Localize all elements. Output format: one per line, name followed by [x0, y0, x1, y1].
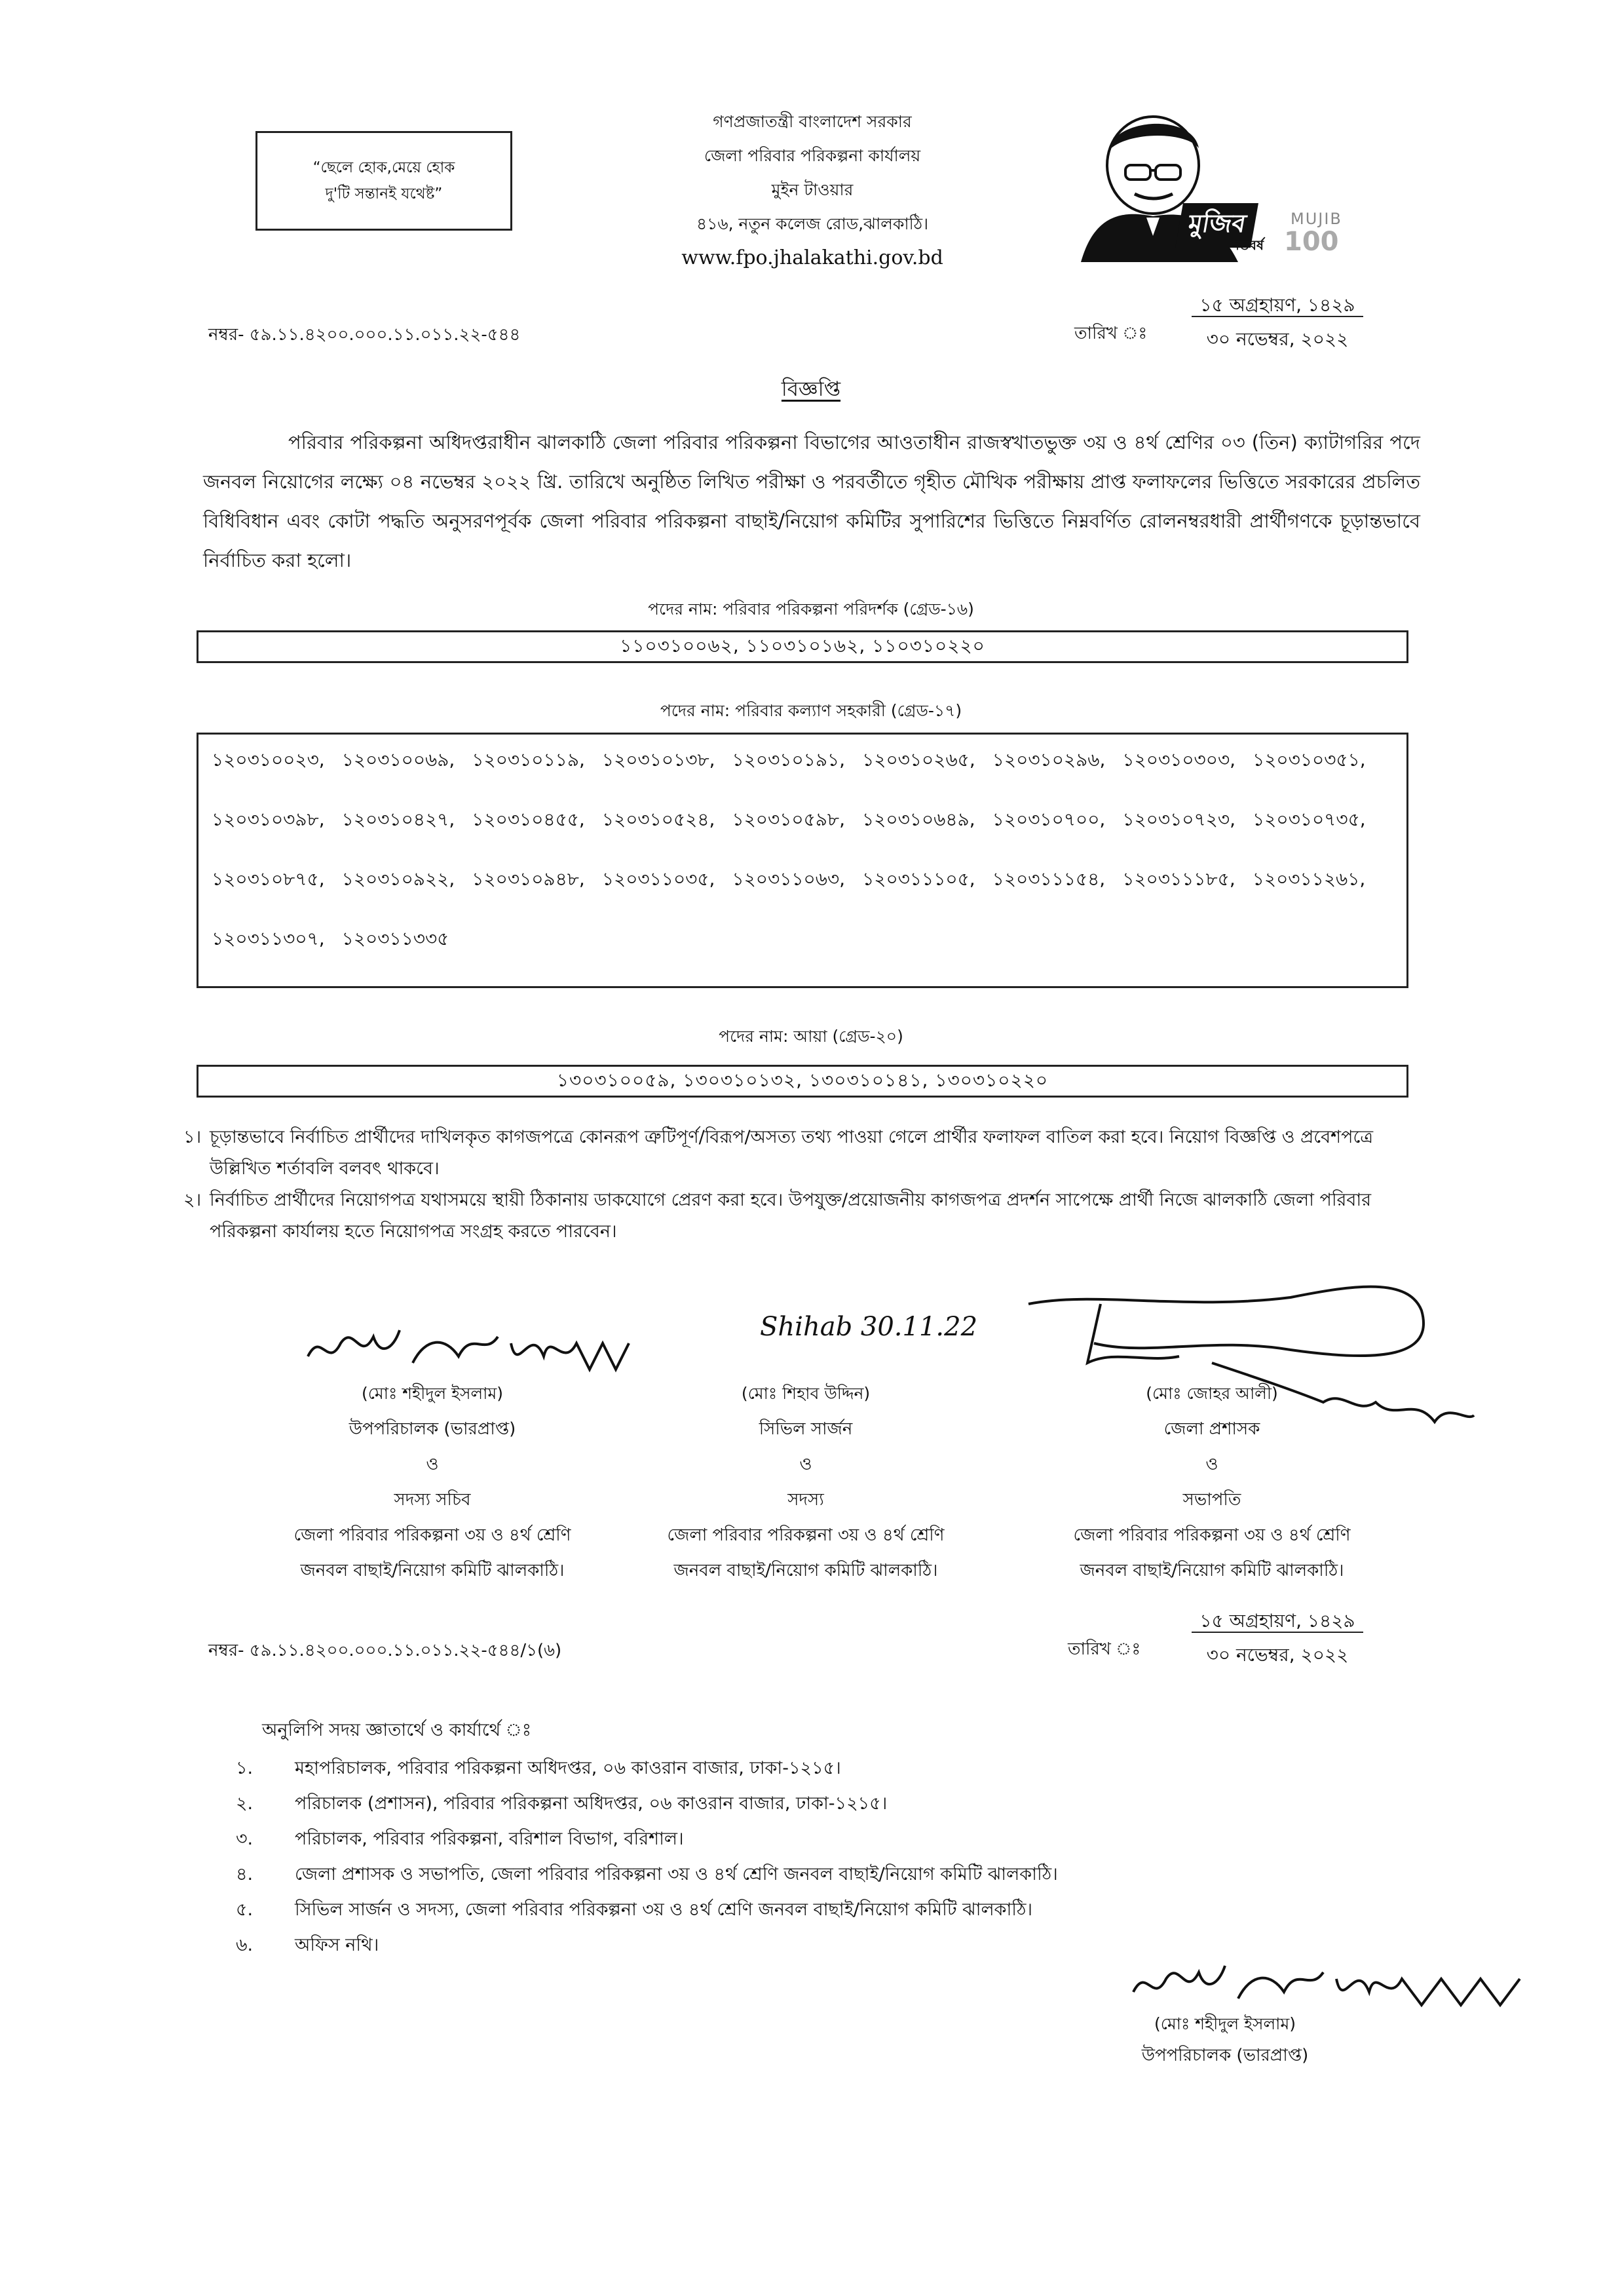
roll-number: ১২০৩১০৪২৭,	[341, 809, 455, 830]
roll-number: ১২০৩১১২৬১,	[1252, 868, 1366, 890]
date-label: তারিখ ঃ	[1074, 324, 1148, 343]
signatory-name: (মোঃ শহীদুল ইসলাম)	[361, 1384, 504, 1403]
logo-en-text: MUJIB	[1291, 210, 1342, 228]
condition-item	[183, 1185, 1435, 1248]
post-1-title: পদের নাম: পরিবার পরিকল্পনা পরিদর্শক (গ্রেড-১৬)	[648, 600, 974, 619]
post-2-rolls	[197, 733, 1408, 988]
roll-number: ১২০৩১১৩০৭,	[212, 928, 325, 949]
signatory-committee-line-1: জেলা পরিবার পরিকল্পনা ৩য় ও ৪র্থ শ্রেণি	[667, 1525, 945, 1545]
slogan-box	[255, 131, 512, 231]
notice-body: পরিবার পরিকল্পনা অধিদপ্তরাধীন ঝালকাঠি জেলা পরিবার পরিকল্পনা বিভাগের আওতাধীন রাজস্বখাতভুক্ত ৩য় ও ৪র্থ শ্রেণির ০৩ (তিন) ক্যাটাগরির পদে জনবল নিয়োগের লক্ষ্যে ০৪ নভেম্বর ২০২২ খ্রি. তারিখে অনুষ্ঠিত লিখিত পরীক্ষা ও পরবর্তীতে গৃহীত মৌখিক পরীক্ষায় প্রাপ্ত ফলাফলের ভিত্তিতে সরকারের প্রচলিত বিধিবিধান এবং কোটা পদ্ধতি অনুসরণপূর্বক জেলা পরিবার পরিকল্পনা বাছাই/নিয়োগ কমিটির সুপারিশের ভিত্তিতে নিম্নবর্ণিত রোলনম্বরধারী প্রার্থীগণকে চূড়ান্তভাবে নির্বাচিত করা হলো।	[203, 431, 1420, 571]
final-signatory	[1101, 2008, 1349, 2071]
signatory-committee-line-1: জেলা পরিবার পরিকল্পনা ৩য় ও ৪র্থ শ্রেণি	[1073, 1525, 1351, 1545]
signatory-3	[1022, 1376, 1402, 1588]
memo-2-date-bengali-calendar: ১৫ অগ্রহায়ণ, ১৪২৯	[1192, 1610, 1363, 1633]
memo-2-date-gregorian: ৩০ নভেম্বর, ২০২২	[1206, 1644, 1349, 1666]
copy-to-heading: অনুলিপি সদয় জ্ঞাতার্থে ও কার্যার্থে ঃ	[262, 1720, 532, 1740]
post-3-rolls	[197, 1065, 1408, 1098]
signatory-conjunction: ও	[1205, 1455, 1218, 1474]
signatory-role: সদস্য	[787, 1490, 824, 1510]
condition-number: ১।	[183, 1127, 202, 1147]
roll-number: ১২০৩১০৪৫৫,	[472, 809, 585, 830]
signatory-role: সদস্য সচিব	[394, 1490, 471, 1510]
post-3-title: পদের নাম: আয়া (গ্রেড-২০)	[719, 1027, 903, 1046]
signature-shihab: Shihab 30.11.22	[760, 1312, 978, 1342]
copy-to-item	[236, 1751, 1415, 1786]
date-gregorian: ৩০ নভেম্বর, ২০২২	[1206, 328, 1349, 350]
signatory-name: (মোঃ শিহাব উদ্দিন)	[741, 1384, 871, 1403]
signatory-conjunction: ও	[799, 1455, 812, 1474]
slogan-line-1: “ছেলে হোক,মেয়ে হোক	[312, 159, 455, 176]
condition-text: নির্বাচিত প্রার্থীদের নিয়োগপত্র যথাসময়ে স্থায়ী ঠিকানায় ডাকযোগে প্রেরণ করা হবে। উপযুক্ত/প্রয়োজনীয় কাগজপত্র প্রদর্শন সাপেক্ষে প্রার্থী নিজে ঝালকাঠি জেলা পরিবার পরিকল্পনা কার্যালয় হতে নিয়োগপত্র সংগ্রহ করতে পারবেন।	[210, 1190, 1372, 1242]
roll-number: ১২০৩১১০৬৩,	[732, 868, 846, 890]
copy-to-text: জেলা প্রশাসক ও সভাপতি, জেলা পরিবার পরিকল্পনা ৩য় ও ৪র্থ শ্রেণি জনবল বাছাই/নিয়োগ কমিটি ঝালকাঠি।	[295, 1864, 1058, 1885]
roll-number: ১২০৩১০৬৪৯,	[862, 809, 975, 830]
roll-number: ১২০৩১০৩৯৮,	[212, 809, 325, 830]
roll-number: ১২০৩১০৯৪৮,	[472, 868, 585, 890]
signatory-1	[249, 1376, 616, 1588]
post-1-roll-list: ১১০৩১০০৬২, ১১০৩১০১৬২, ১১০৩১০২২০	[620, 634, 985, 657]
copy-to-number: ৪.	[236, 1864, 254, 1885]
copy-to-number: ৫.	[236, 1900, 254, 1920]
copy-to-text: সিভিল সার্জন ও সদস্য, জেলা পরিবার পরিকল্পনা ৩য় ও ৪র্থ শ্রেণি জনবল বাছাই/নিয়োগ কমিটি ঝালকাঠি।	[295, 1900, 1033, 1920]
final-signatory-designation: উপপরিচালক (ভারপ্রাপ্ত)	[1141, 2046, 1309, 2065]
header-address: ৪১৬, নতুন কলেজ রোড,ঝালকাঠি।	[696, 214, 929, 233]
signatory-designation: জেলা প্রশাসক	[1163, 1419, 1260, 1439]
memo-2-date	[1153, 1604, 1402, 1672]
roll-number: ১২০৩১১১৮৫,	[1122, 868, 1235, 890]
memo-number: নম্বর- ৫৯.১১.৪২০০.০০০.১১.০১১.২২-৫৪৪	[208, 325, 521, 345]
copy-to-item	[236, 1786, 1415, 1822]
logo-en-number: 100	[1284, 227, 1339, 257]
roll-number: ১২০৩১০২৯৬,	[992, 749, 1106, 771]
roll-number: ১২০৩১০৭০০,	[992, 809, 1106, 830]
roll-number: ১২০৩১০৩৫১,	[1253, 749, 1366, 771]
roll-number: ১২০৩১১০৩৫,	[601, 868, 715, 890]
notice-title: বিজ্ঞপ্তি	[781, 377, 841, 401]
roll-number: ১২০৩১০৯২২,	[341, 868, 455, 890]
roll-number: ১২০৩১১১৫৪,	[992, 868, 1106, 890]
letterhead	[609, 105, 1015, 275]
copy-to-number: ৩.	[236, 1829, 254, 1849]
mujib-100-logo	[1068, 105, 1356, 262]
copy-to-number: ৬.	[236, 1935, 254, 1955]
copy-to-number: ১.	[236, 1758, 254, 1778]
copy-to-text: পরিচালক, পরিবার পরিকল্পনা, বরিশাল বিভাগ, বরিশাল।	[295, 1829, 684, 1849]
date-bengali-calendar: ১৫ অগ্রহায়ণ, ১৪২৯	[1192, 294, 1363, 317]
roll-number: ১২০৩১০৫৯৮,	[732, 809, 846, 830]
condition-text: চূড়ান্তভাবে নির্বাচিত প্রার্থীদের দাখিলকৃত কাগজপত্রে কোনরূপ ত্রুটিপূর্ণ/বিরূপ/অসত্য তথ্য পাওয়া গেলে প্রার্থীর ফলাফল বাতিল করা হবে। নিয়োগ বিজ্ঞপ্তি ও প্রবেশপত্রে উল্লিখিত শর্তাবলি বলবৎ থাকবে।	[210, 1127, 1374, 1179]
copy-to-text: মহাপরিচালক, পরিবার পরিকল্পনা অধিদপ্তর, ০৬ কাওরান বাজার, ঢাকা-১২১৫।	[295, 1758, 841, 1778]
signatory-2	[616, 1376, 996, 1588]
signatory-name: (মোঃ জোহর আলী)	[1146, 1384, 1278, 1403]
copy-to-item	[236, 1857, 1415, 1892]
logo-bn-text: মুজিব	[1175, 203, 1258, 248]
signatory-role: সভাপতি	[1182, 1490, 1241, 1510]
signatory-designation: সিভিল সার্জন	[759, 1419, 853, 1439]
roll-number: ১২০৩১০৩০৩,	[1122, 749, 1236, 771]
signatory-committee-line-2: জনবল বাছাই/নিয়োগ কমিটি ঝালকাঠি।	[1080, 1561, 1344, 1580]
roll-number: ১২০৩১০০২৩,	[212, 749, 325, 771]
roll-number: ১২০৩১০৭৩৫,	[1253, 809, 1366, 830]
post-3-roll-list: ১৩০৩১০০৫৯, ১৩০৩১০১৩২, ১৩০৩১০১৪১, ১৩০৩১০২২০	[556, 1069, 1049, 1091]
roll-number: ১২০৩১০৭২৩,	[1122, 809, 1235, 830]
copy-to-item	[236, 1822, 1415, 1857]
signatory-committee-line-2: জনবল বাছাই/নিয়োগ কমিটি ঝালকাঠি।	[300, 1561, 565, 1580]
memo-2-date-label: তারিখ ঃ	[1068, 1639, 1141, 1659]
roll-number: ১২০৩১১৩৩৫	[341, 928, 449, 949]
roll-number: ১২০৩১০১৯১,	[732, 749, 846, 771]
condition-item	[183, 1122, 1435, 1185]
slogan-line-2: দু'টি সন্তানই যথেষ্ট”	[325, 185, 443, 202]
final-signatory-name: (মোঃ শহীদুল ইসলাম)	[1154, 2014, 1296, 2033]
roll-number: ১২০৩১০৫২৪,	[601, 809, 715, 830]
header-website: www.fpo.jhalakathi.gov.bd	[681, 246, 943, 269]
signatory-conjunction: ও	[426, 1455, 439, 1474]
condition-number: ২।	[183, 1190, 202, 1210]
post-1-rolls	[197, 630, 1408, 663]
roll-number: ১২০৩১০০৬৯,	[341, 749, 455, 771]
copy-to-text: পরিচালক (প্রশাসন), পরিবার পরিকল্পনা অধিদপ্তর, ০৬ কাওরান বাজার, ঢাকা-১২১৫।	[295, 1793, 888, 1814]
signatory-committee-line-1: জেলা পরিবার পরিকল্পনা ৩য় ও ৪র্থ শ্রেণি	[293, 1525, 571, 1545]
copy-to-item	[236, 1892, 1415, 1928]
header-office: জেলা পরিবার পরিকল্পনা কার্যালয়	[704, 146, 921, 165]
conditions-list	[183, 1122, 1435, 1248]
memo-date	[1153, 288, 1402, 356]
roll-number: ১২০৩১০৮৭৫,	[212, 868, 325, 890]
header-government: গণপ্রজাতন্ত্রী বাংলাদেশ সরকার	[713, 112, 912, 131]
signatory-designation: উপপরিচালক (ভারপ্রাপ্ত)	[349, 1419, 516, 1439]
header-building: মুইন টাওয়ার	[771, 180, 854, 199]
copy-to-text: অফিস নথি।	[295, 1935, 379, 1955]
logo-bn-sub: শতবর্ষ	[1232, 237, 1264, 253]
copy-to-number: ২.	[236, 1793, 254, 1814]
memo-2-number: নম্বর- ৫৯.১১.৪২০০.০০০.১১.০১১.২২-৫৪৪/১(৬)	[208, 1641, 562, 1660]
roll-number: ১২০৩১০১১৯,	[472, 749, 585, 771]
signatory-committee-line-2: জনবল বাছাই/নিয়োগ কমিটি ঝালকাঠি।	[673, 1561, 938, 1580]
roll-number: ১২০৩১০১৩৮,	[601, 749, 715, 771]
roll-number: ১২০৩১০২৬৫,	[862, 749, 975, 771]
roll-number: ১২০৩১১১০৫,	[862, 868, 975, 890]
copy-to-list	[236, 1751, 1415, 1963]
post-2-title: পদের নাম: পরিবার কল্যাণ সহকারী (গ্রেড-১৭)	[660, 701, 962, 720]
